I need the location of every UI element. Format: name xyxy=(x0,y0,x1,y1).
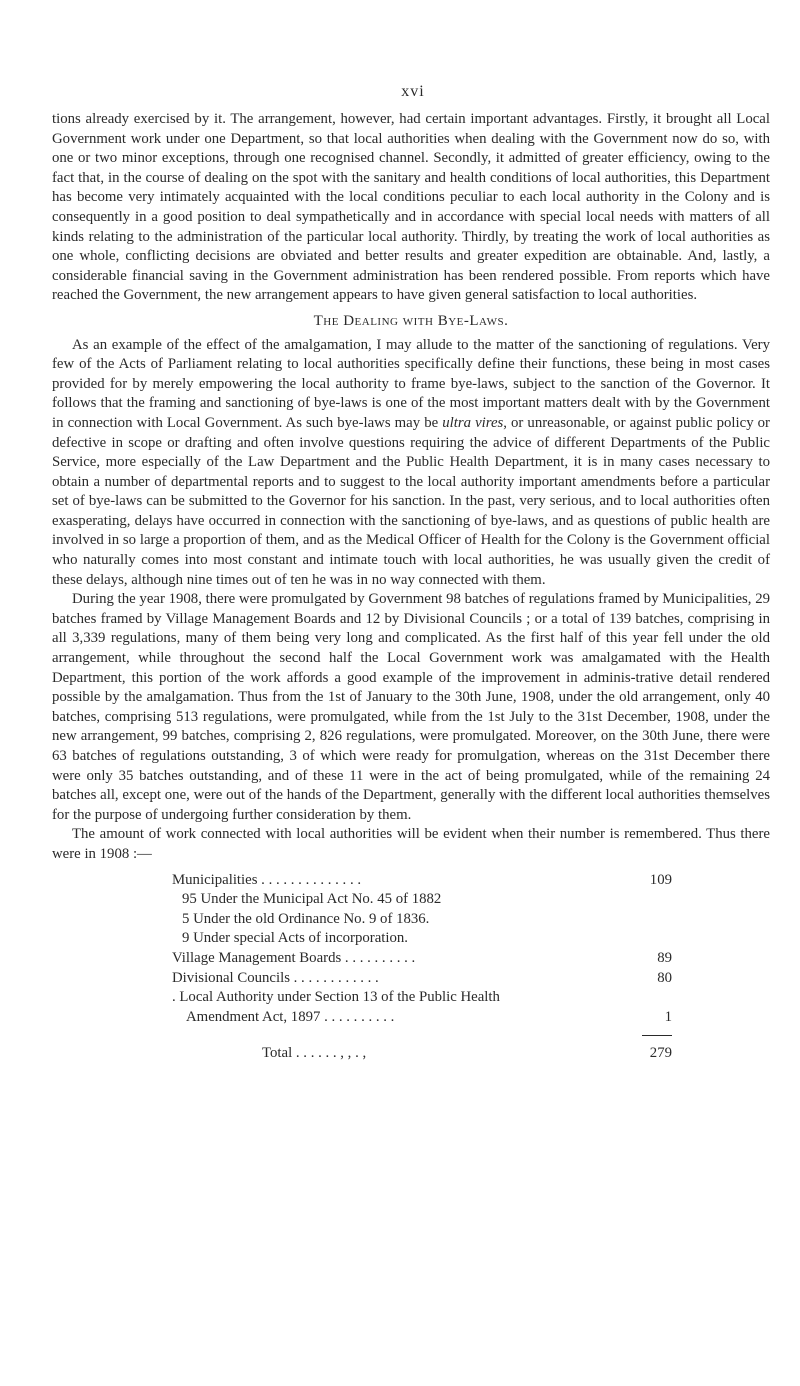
paragraph-2-italic: ultra vires xyxy=(442,414,504,431)
local-authority-label-line-1: . Local Authority under Section 13 of the Public Health xyxy=(172,989,500,1006)
paragraph-3: During the year 1908, there were promulgated by Government 98 batches of regulations framed by Municipalities, 29 batches framed by Village Management Boards and 12 by Divisional Councils ; or a total of 139 batches, comprising in all 3,339 regulations, many of them being very long and complicated. As the first half of this year fell under the old arrangement, while throughout the second half the Local Government work was amalgamated with the Health Department, this portion of the work affords a good example of the improvement in adminis-trative detail rendered possible by the amalgamation. Thus from the 1st of January to the 30th June, 1908, under the old arrangement, only 40 batches, comprising 513 regulations, were promulgated, while from the 1st July to the 31st December, 1908, under the new arrangement, 99 batches, comprising 2, 826 regulations, were promulgated. Moreover, on the 30th June, there were 63 batches of regulations outstanding, 3 of which were ready for promulgation, whereas on the 31st December there were only 35 batches outstanding, and of these 11 were in the act of being promulgated, while of the remaining 24 batches all, except one, were out of the hands of the Department, generally with the different local authorities themselves for the purpose of undergoing further consideration by them. xyxy=(52,591,770,823)
village-boards-value: 89 xyxy=(657,949,672,966)
table-row-local-authority-cont xyxy=(172,1008,672,1028)
table-row-sub-3 xyxy=(172,929,672,949)
total-value: 279 xyxy=(649,1045,672,1062)
divisional-councils-label: Divisional Councils . . . . . . . . . . . . xyxy=(172,969,379,986)
sub-item-2: 5 Under the old Ordinance No. 9 of 1836. xyxy=(182,910,430,927)
local-authority-label-line-2: Amendment Act, 1897 . . . . . . . . . . xyxy=(186,1008,395,1025)
paragraph-1: tions already exercised by it. The arrangement, however, had certain important advantages. Firstly, it brought all Local Government work under one Department, so that local authorities when dealing with the Government now do so, with one or two minor exceptions, through one recognised channel. Secondly, it admitted of greater efficiency, owing to the fact that, in the course of dealing on the spot with the sanitary and health conditions of local authorities, this Department has become very intimately acquainted with the local conditions peculiar to each local authority in the Colony and is consequently in a good position to deal sympathetically and in accordance with special local needs with matters of all kinds relating to the administration of the particular local authority. Thirdly, by treating the work of local authorities as one whole, conflicting decisions are obviated and better results and greater expedition are obtainable. And, lastly, a considerable financial saving in the Government administration has been rendered possible. From reports which have reached the Government, the new arrangement appears to have given general satisfaction to local authorities. xyxy=(52,111,770,304)
village-boards-label: Village Management Boards . . . . . . . . . . xyxy=(172,949,416,966)
local-authorities-table xyxy=(172,871,672,1064)
paragraph-2 xyxy=(52,336,770,591)
section-heading: The Dealing with Bye-Laws. xyxy=(313,312,509,329)
paragraph-4: The amount of work connected with local authorities will be evident when their number is remembered. Thus there were in 1908 :— xyxy=(52,826,770,862)
table-row-municipalities xyxy=(172,871,672,891)
local-authority-value: 1 xyxy=(664,1008,672,1025)
table-row-village-boards xyxy=(172,949,672,969)
total-label: Total . . . . . . , , . , xyxy=(262,1045,367,1062)
table-row-divisional-councils xyxy=(172,969,672,989)
divisional-councils-value: 80 xyxy=(657,969,672,986)
table-row-total xyxy=(172,1044,672,1064)
paragraph-2-part-a: As an example of the effect of the amalgamation, I may allude to the matter of the sanctioning of regulations. Very few of the Acts of Parliament relating to local authorities specifically define their functions, these being in most cases provided for by merely empowering the local authority to frame bye-laws, subject to the sanction of the Governor. It follows that the framing and sanctioning of bye-laws is one of the most important matters dealt with by the Government in connection with Local Government. As such bye-laws may be xyxy=(52,336,770,431)
municipalities-label: Municipalities . . . . . . . . . . . . . . xyxy=(172,871,362,888)
table-row-sub-1 xyxy=(172,890,672,910)
table-row-sub-2 xyxy=(172,910,672,930)
table-row-local-authority xyxy=(172,988,672,1008)
municipalities-value: 109 xyxy=(649,871,672,888)
sub-item-3: 9 Under special Acts of incorporation. xyxy=(182,930,408,947)
document-page xyxy=(52,0,774,1386)
total-rule xyxy=(642,1035,672,1036)
page-number: xvi xyxy=(401,83,425,100)
paragraph-2-part-b: , or unreasonable, or against public policy or defective in scope or drafting and often involve questions requiring the advice of different Departments of the Public Service, more especially of the Law Department and the Public Health Department, it is in many cases necessary to obtain a number of departmental reports and to suggest to the local authority important amendments before a particular set of bye-laws can be submitted to the Governor for his sanction. In the past, very serious, and to local authorities often exasperating, delays have occurred in connection with the sanctioning of bye-laws, and as questions of public health are involved in so large a proportion of them, and as the Medical Officer of Health for the Colony is the Government official who naturally comes into most constant and intimate touch with local authorities, he was usually given the credit of these delays, although nine times out of ten he was in no way connected with them. xyxy=(52,414,770,588)
sub-item-1: 95 Under the Municipal Act No. 45 of 1882 xyxy=(182,891,442,908)
body-text xyxy=(52,110,770,1064)
